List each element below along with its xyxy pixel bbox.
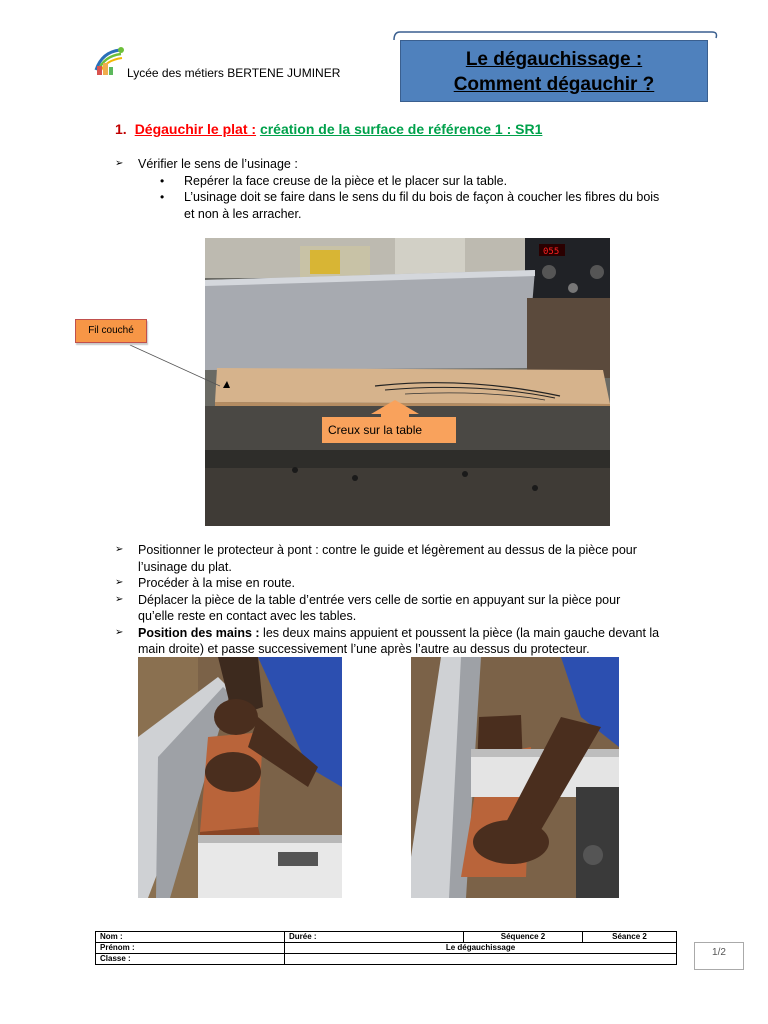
callout-creux: Creux sur la table bbox=[322, 417, 456, 443]
footer-sujet: Le dégauchissage bbox=[285, 943, 677, 954]
hands-photo-left bbox=[138, 657, 342, 898]
footer-table bbox=[95, 931, 677, 965]
page-number: 1/2 bbox=[694, 942, 744, 970]
page-title-line1: Le dégauchissage : bbox=[465, 49, 643, 70]
section-number: 1. bbox=[115, 121, 127, 137]
arrow-bullet-icon: ➢ bbox=[115, 158, 124, 169]
footer-classe: Classe : bbox=[96, 954, 285, 965]
speed-display: 055 bbox=[543, 247, 560, 257]
footer-seance: Séance 2 bbox=[583, 932, 677, 943]
section-title-green: création de la surface de référence 1 : SR1 bbox=[259, 121, 543, 137]
footer-prenom: Prénom : bbox=[96, 943, 285, 954]
list-item-cont: l’usinage du plat. bbox=[138, 559, 232, 574]
arrow-bullet-icon: ➢ bbox=[115, 593, 124, 605]
section-title-red: Dégauchir le plat : bbox=[134, 121, 257, 137]
callout-fil-couche: Fil couché bbox=[75, 319, 147, 343]
jointer-photo bbox=[205, 238, 610, 526]
list-procedure bbox=[115, 542, 685, 658]
list-subitem: L’usinage doit se faire dans le sens du fil du bois de façon à coucher les fibres du bois bbox=[184, 190, 660, 204]
list-check-direction bbox=[115, 156, 685, 222]
list-item-cont: main droite) et passe successivement l’une après l’autre au dessus du protecteur. bbox=[138, 642, 590, 656]
arrow-bullet-icon: ➢ bbox=[115, 544, 124, 555]
school-logo-icon bbox=[92, 44, 126, 78]
list-item: Positionner le protecteur à pont : contre le guide et légèrement au dessus de la pièce pour bbox=[138, 543, 637, 557]
title-banner bbox=[388, 30, 718, 108]
list-subitem-cont: et non à les arracher. bbox=[184, 206, 302, 221]
list-item-cont: qu’elle reste en contact avec les tables. bbox=[138, 609, 357, 623]
footer-duree: Durée : bbox=[285, 932, 464, 943]
school-name: Lycée des métiers BERTENE JUMINER bbox=[127, 66, 341, 80]
footer-empty-cell bbox=[285, 954, 677, 965]
list-item: Déplacer la pièce de la table d’entrée vers celle de sortie en appuyant sur la pièce pour bbox=[138, 592, 621, 607]
footer-nom: Nom : bbox=[96, 932, 285, 943]
footer-sequence: Séquence 2 bbox=[464, 932, 583, 943]
list-item-bold: Position des mains : bbox=[138, 625, 260, 640]
list-item: Vérifier le sens de l’usinage : bbox=[138, 157, 298, 171]
arrow-bullet-icon: ➢ bbox=[115, 577, 124, 588]
section-heading bbox=[115, 121, 542, 137]
list-item: les deux mains appuient et poussent la pièce (la main gauche devant la bbox=[263, 625, 660, 640]
bullet-icon: • bbox=[160, 173, 165, 188]
list-item: Procéder à la mise en route. bbox=[138, 576, 296, 590]
arrow-bullet-icon: ➢ bbox=[115, 626, 124, 638]
hands-photo-right bbox=[411, 657, 619, 898]
bullet-icon: • bbox=[160, 190, 165, 204]
list-subitem: Repérer la face creuse de la pièce et le placer sur la table. bbox=[184, 173, 508, 188]
page-title-line2: Comment dégauchir ? bbox=[453, 74, 655, 95]
